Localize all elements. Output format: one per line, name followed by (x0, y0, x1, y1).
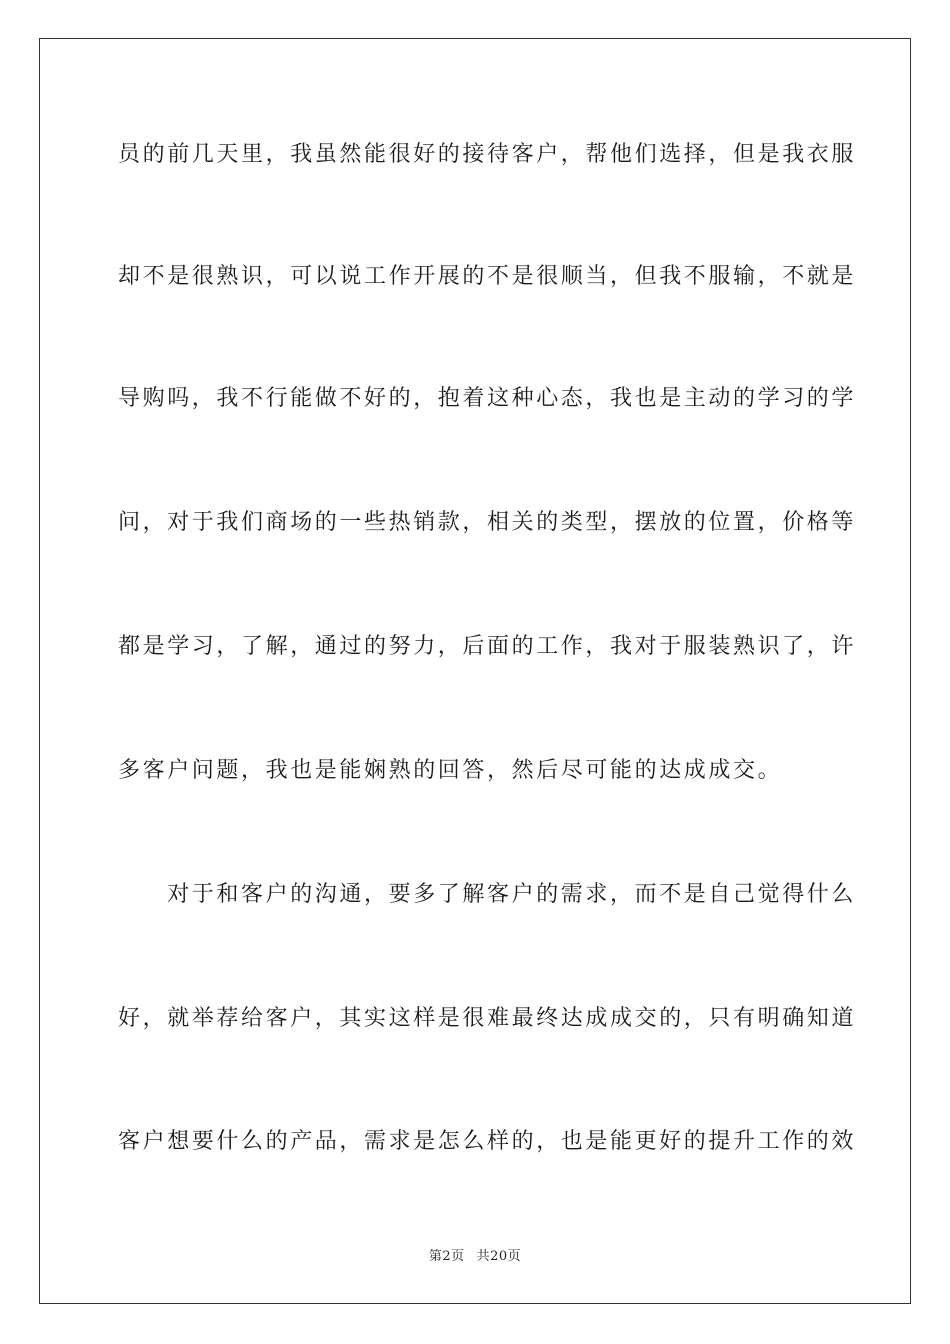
text-line-2: 却不是很熟识，可以说工作开展的不是很顺当，但我不服输，不就是 (118, 264, 857, 289)
page-number: 第2页 (428, 1249, 465, 1264)
page-border (39, 38, 911, 1304)
text-line-3: 导购吗，我不行能做不好的，抱着这种心态，我也是主动的学习的学 (118, 386, 857, 411)
text-line-1: 员的前几天里，我虽然能很好的接待客户，帮他们选择，但是我衣服 (118, 142, 857, 167)
text-line-6: 多客户问题，我也是能娴熟的回答，然后尽可能的达成成交。 (118, 758, 783, 783)
text-line-7: 对于和客户的沟通，要多了解客户的需求，而不是自己觉得什么 (118, 882, 857, 907)
page-total: 共20页 (476, 1249, 522, 1264)
text-line-5: 都是学习，了解，通过的努力，后面的工作，我对于服装熟识了，许 (118, 634, 857, 659)
text-line-4: 问，对于我们商场的一些热销款，相关的类型，摆放的位置，价格等 (118, 510, 857, 535)
text-line-9: 客户想要什么的产品，需求是怎么样的，也是能更好的提升工作的效 (118, 1129, 857, 1154)
text-line-8: 好，就举荐给客户，其实这样是很难最终达成成交的，只有明确知道 (118, 1006, 857, 1031)
page-footer (0, 1245, 950, 1264)
